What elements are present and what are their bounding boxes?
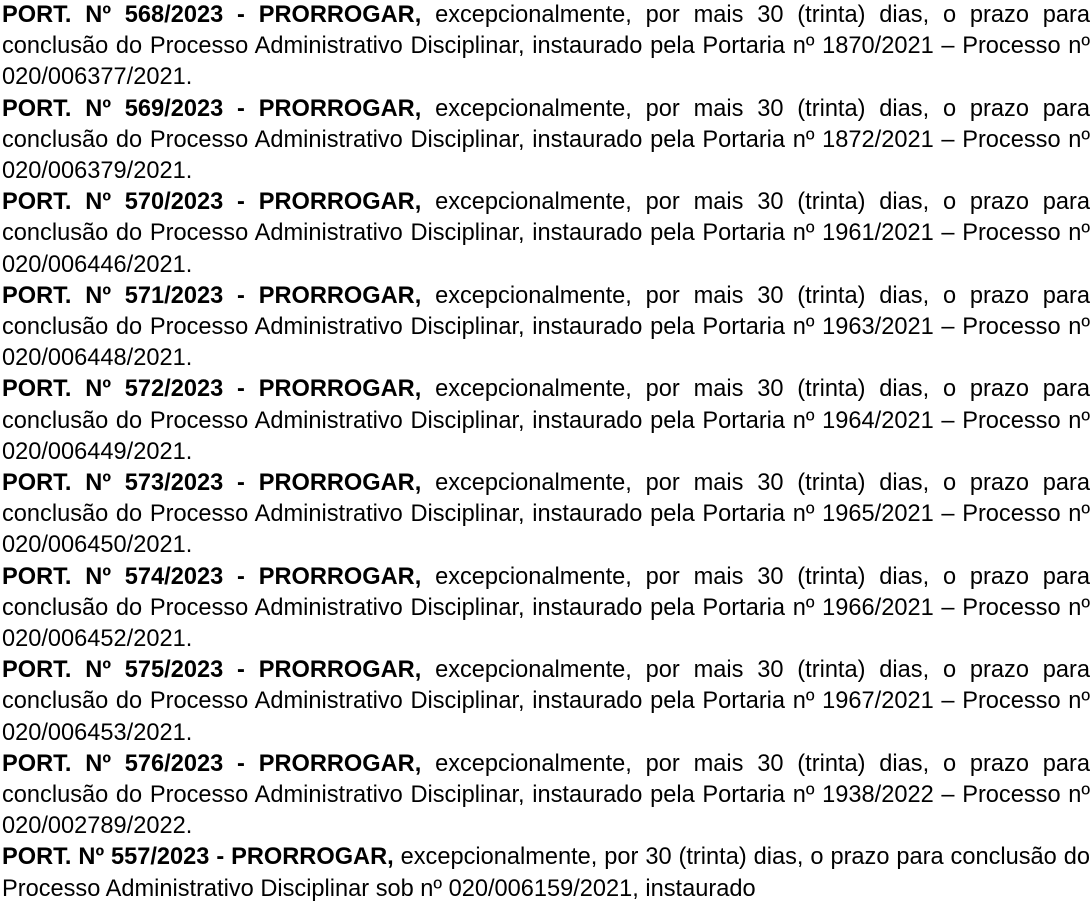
portaria-paragraph: [2, 281, 1090, 375]
portaria-heading: PORT. Nº 572/2023 - PRORROGAR,: [2, 376, 422, 403]
portaria-paragraph: [2, 749, 1090, 843]
portaria-text: excepcionalmente, por mais 30 (trinta) dias, o prazo para conclusão do Processo Administrativo Disciplinar, instaurado pela Portaria nº 1965/2021 – Processo nº 020/006450/2021.: [2, 470, 1090, 559]
portaria-text: excepcionalmente, por mais 30 (trinta) dias, o prazo para conclusão do Processo Administrativo Disciplinar, instaurado pela Portaria nº 1938/2022 – Processo nº 020/002789/2022.: [2, 750, 1090, 840]
portaria-paragraph: [2, 374, 1090, 468]
portaria-heading: PORT. Nº 569/2023 - PRORROGAR,: [2, 95, 422, 122]
portaria-paragraph: [2, 655, 1090, 749]
portaria-heading: PORT. Nº 574/2023 - PRORROGAR,: [2, 563, 422, 590]
portaria-heading: PORT. Nº 570/2023 - PRORROGAR,: [2, 189, 422, 216]
portaria-heading: PORT. Nº 573/2023 - PRORROGAR,: [2, 470, 422, 497]
portaria-heading: PORT. Nº 568/2023 - PRORROGAR,: [2, 2, 422, 28]
portaria-heading: PORT. Nº 576/2023 - PRORROGAR,: [2, 750, 422, 777]
document-body: [2, 0, 1090, 905]
portaria-text: excepcionalmente, por mais 30 (trinta) dias, o prazo para conclusão do Processo Administrativo Disciplinar, instaurado pela Portaria nº 1967/2021 – Processo nº 020/006453/2021.: [2, 657, 1090, 746]
portaria-paragraph: [2, 842, 1090, 904]
portaria-heading: PORT. Nº 575/2023 - PRORROGAR,: [2, 657, 422, 684]
portaria-text: excepcionalmente, por mais 30 (trinta) dias, o prazo para conclusão do Processo Administrativo Disciplinar, instaurado pela Portaria nº 1964/2021 – Processo nº 020/006449/2021.: [2, 376, 1090, 465]
portaria-heading: PORT. Nº 571/2023 - PRORROGAR,: [2, 282, 422, 309]
portaria-heading: PORT. Nº 557/2023 - PRORROGAR,: [2, 844, 394, 871]
portaria-paragraph: [2, 468, 1090, 562]
portaria-text: excepcionalmente, por mais 30 (trinta) dias, o prazo para conclusão do Processo Administrativo Disciplinar, instaurado pela Portaria nº 1963/2021 – Processo nº 020/006448/2021.: [2, 282, 1090, 372]
portaria-paragraph: [2, 562, 1090, 656]
portaria-text: excepcionalmente, por mais 30 (trinta) dias, o prazo para conclusão do Processo Administrativo Disciplinar, instaurado pela Portaria nº 1961/2021 – Processo nº 020/006446/2021.: [2, 189, 1090, 278]
portaria-paragraph: [2, 0, 1090, 94]
portaria-text: excepcionalmente, por mais 30 (trinta) dias, o prazo para conclusão do Processo Administrativo Disciplinar, instaurado pela Portaria nº 1870/2021 – Processo nº 020/006377/2021.: [2, 2, 1090, 91]
portaria-paragraph: [2, 94, 1090, 188]
portaria-text: excepcionalmente, por 30 (trinta) dias, o prazo para conclusão do Processo Administrativo Disciplinar sob nº 020/006159/2021, instaurado: [2, 844, 1090, 902]
portaria-paragraph: [2, 187, 1090, 281]
portaria-text: excepcionalmente, por mais 30 (trinta) dias, o prazo para conclusão do Processo Administrativo Disciplinar, instaurado pela Portaria nº 1966/2021 – Processo nº 020/006452/2021.: [2, 563, 1090, 653]
portaria-text: excepcionalmente, por mais 30 (trinta) dias, o prazo para conclusão do Processo Administrativo Disciplinar, instaurado pela Portaria nº 1872/2021 – Processo nº 020/006379/2021.: [2, 95, 1090, 185]
